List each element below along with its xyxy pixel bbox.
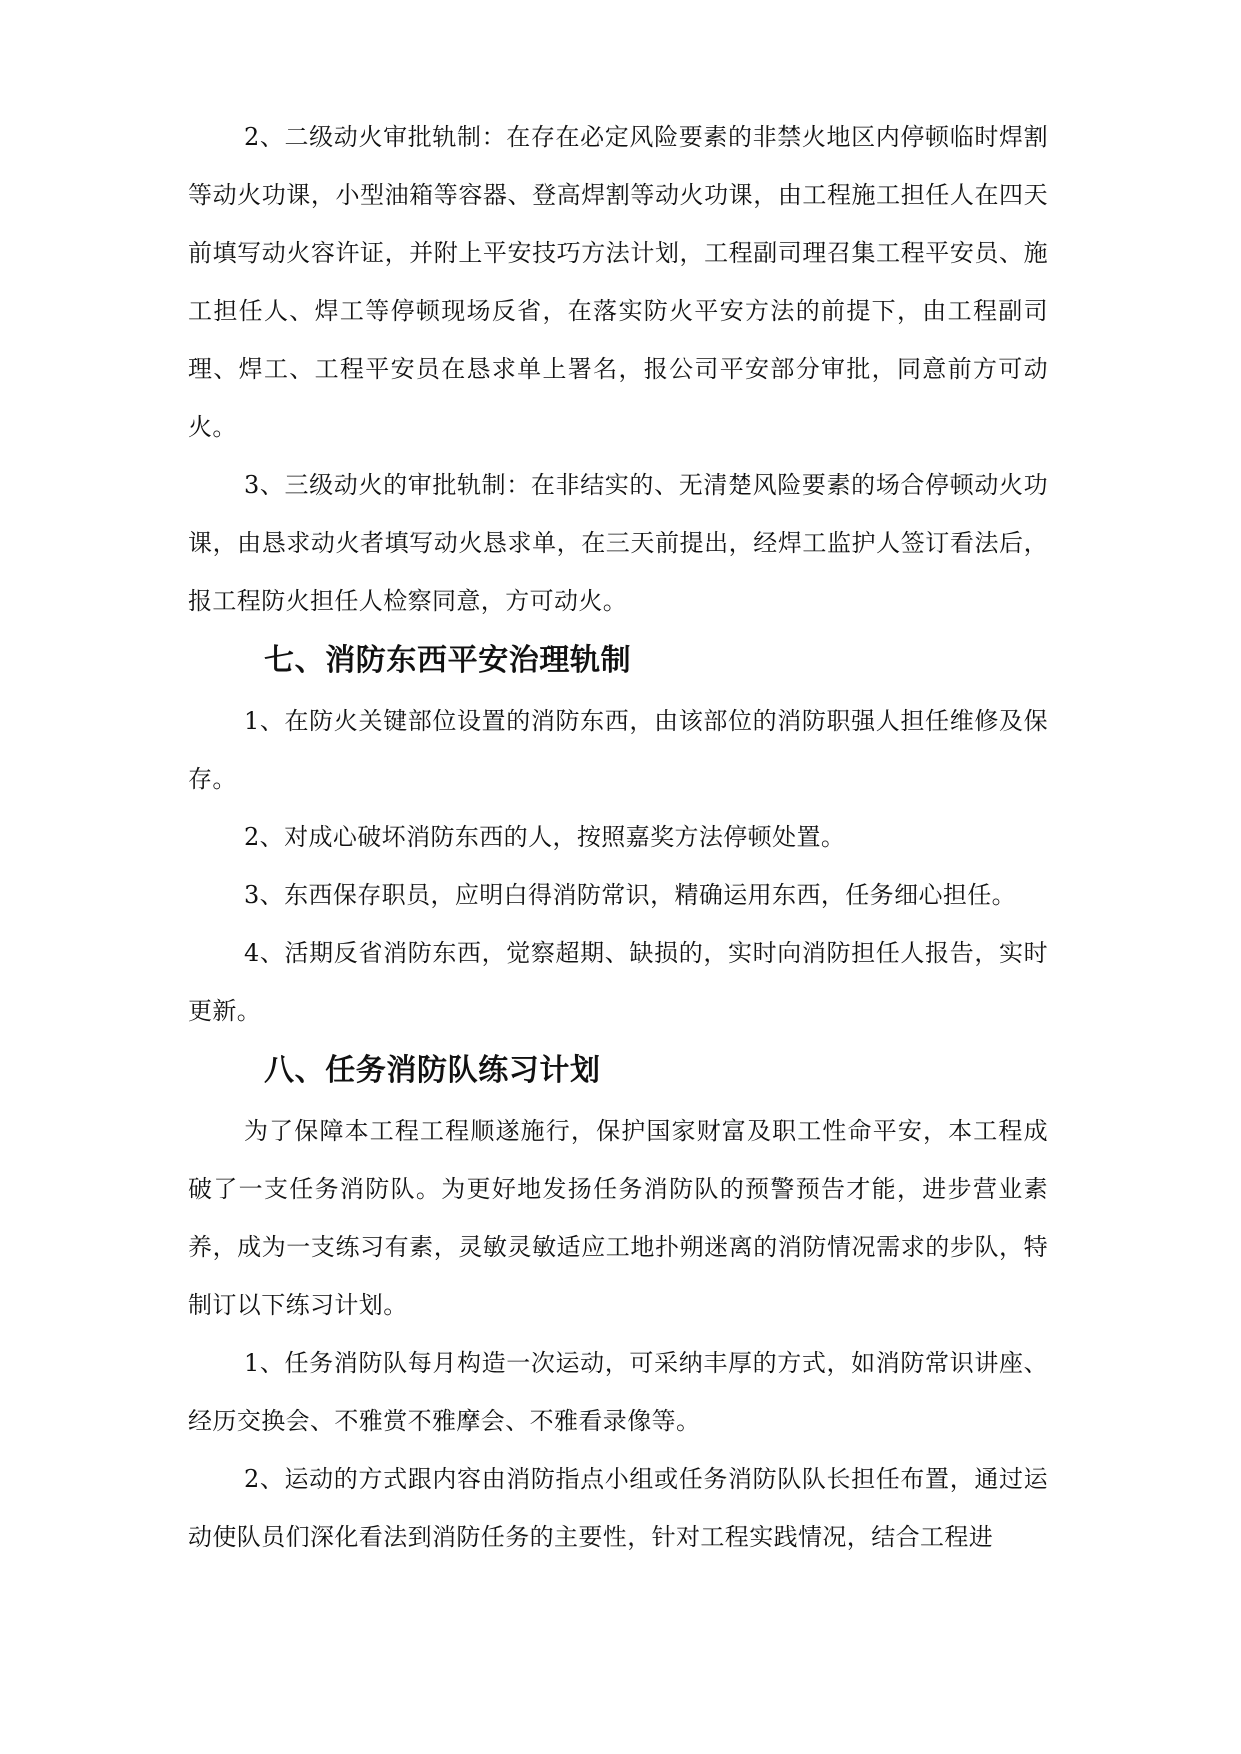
paragraph-training-intro: 为了保障本工程工程顺遂施行，保护国家财富及职工性命平安，本工程成破了一支任务消防队。为更好地发扬任务消防队的预警预告才能，进步营业素养，成为一支练习有素，灵敏灵敏适应工地扑朔迷离的消防情况需求的步队，特制订以下练习计划。 <box>188 1117 1048 1319</box>
paragraph-equipment-inspection: 4、活期反省消防东西，觉察超期、缺损的，实时向消防担任人报告，实时更新。 <box>188 939 1048 1025</box>
paragraph-training-arrangement: 2、运动的方式跟内容由消防指点小组或任务消防队队长担任布置，通过运动使队员们深化看法到消防任务的主要性，针对工程实践情况，结合工程进 <box>188 1465 1048 1551</box>
heading-section-8: 八、任务消防队练习计划 <box>264 1053 601 1088</box>
paragraph-equipment-maintenance: 1、在防火关键部位设置的消防东西，由该部位的消防职强人担任维修及保存。 <box>188 707 1048 793</box>
paragraph-equipment-damage: 2、对成心破坏消防东西的人，按照嘉奖方法停顿处置。 <box>244 823 846 851</box>
document-body <box>188 108 1048 1566</box>
paragraph-training-monthly: 1、任务消防队每月构造一次运动，可采纳丰厚的方式，如消防常识讲座、经历交换会、不雅赏不雅摩会、不雅看录像等。 <box>188 1349 1048 1435</box>
paragraph-third-level-hot-work: 3、三级动火的审批轨制：在非结实的、无清楚风险要素的场合停顿动火功课，由恳求动火者填写动火恳求单，在三天前提出，经焊工监护人签订看法后，报工程防火担任人检察同意，方可动火。 <box>188 471 1048 615</box>
paragraph-second-level-hot-work: 2、二级动火审批轨制：在存在必定风险要素的非禁火地区内停顿临时焊割等动火功课，小型油箱等容器、登高焊割等动火功课，由工程施工担任人在四天前填写动火容许证，并附上平安技巧方法计划，工程副司理召集工程平安员、施工担任人、焊工等停顿现场反省，在落实防火平安方法的前提下，由工程副司理、焊工、工程平安员在恳求单上署名，报公司平安部分审批，同意前方可动火。 <box>188 123 1048 441</box>
paragraph-equipment-custodian: 3、东西保存职员，应明白得消防常识，精确运用东西，任务细心担任。 <box>244 881 1017 909</box>
heading-section-7: 七、消防东西平安治理轨制 <box>264 643 632 678</box>
